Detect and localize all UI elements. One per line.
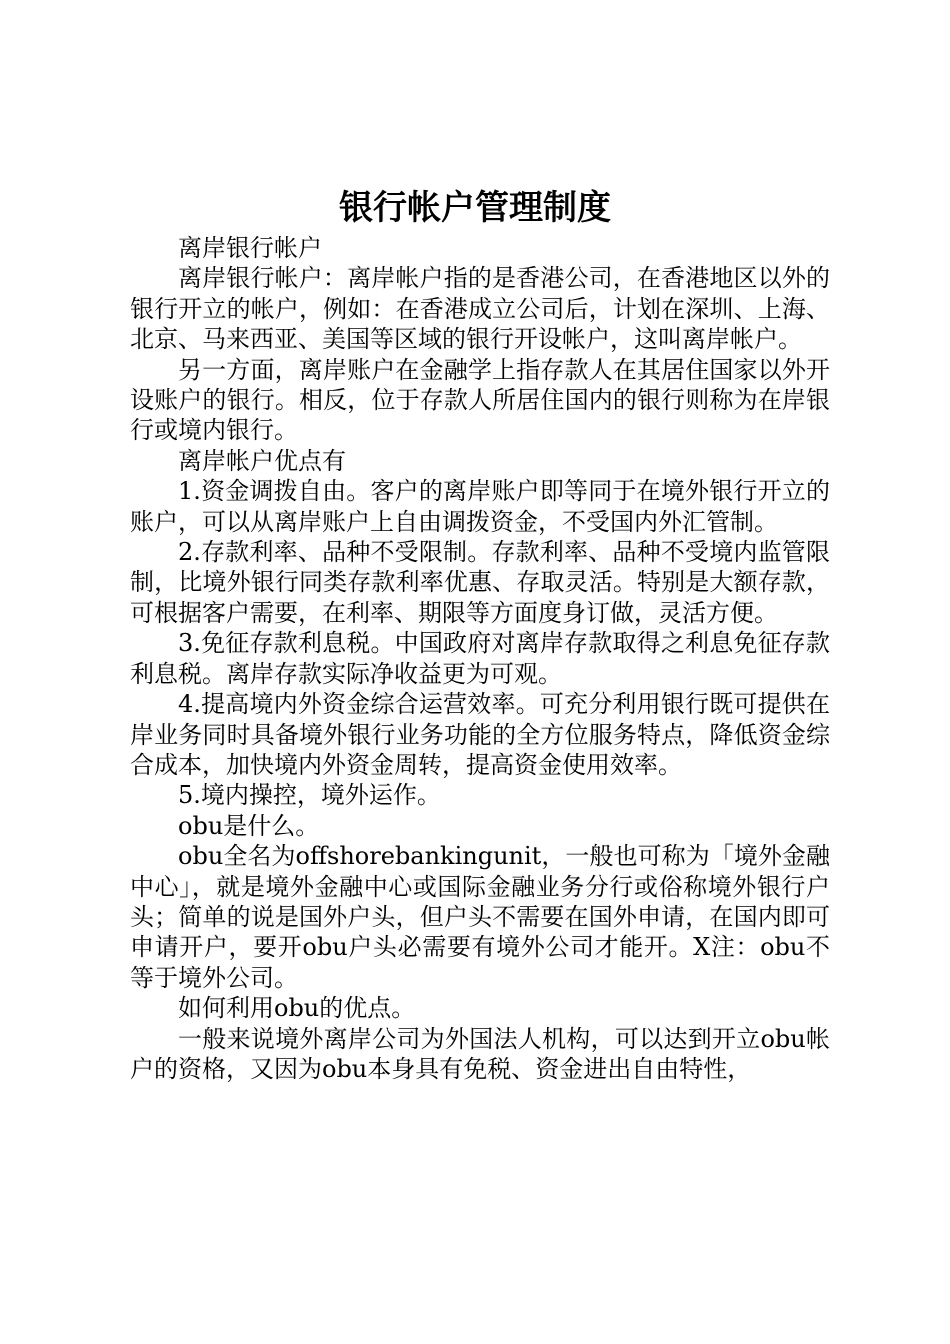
paragraph-advantage-2: 2.存款利率、品种不受限制。存款利率、品种不受境内监管限制，比境外银行同类存款利率优惠、存取灵活。特别是大额存款，可根据客户需要，在利率、期限等方面度身订做，灵活方便。 <box>130 538 830 627</box>
paragraph-advantage-5: 5.境内操控，境外运作。 <box>178 781 441 810</box>
paragraph-advantages-heading: 离岸帐户优点有 <box>178 446 346 475</box>
paragraph-advantage-4: 4.提高境内外资金综合运营效率。可充分利用银行既可提供在岸业务同时具备境外银行业务功能的全方位服务特点，降低资金综合成本，加快境内外资金周转，提高资金使用效率。 <box>130 690 830 779</box>
paragraph-obu-question: obu是什么。 <box>178 811 320 840</box>
document-title: 银行帐户管理制度 <box>339 188 611 228</box>
paragraph-finance-definition: 另一方面，离岸账户在金融学上指存款人在其居住国家以外开设账户的银行。相反，位于存款人所居住国内的银行则称为在岸银行或境内银行。 <box>130 355 830 445</box>
paragraph-advantage-3: 3.免征存款利息税。中国政府对离岸存款取得之利息免征存款利息税。离岸存款实际净收益更为可观。 <box>130 629 830 688</box>
paragraph-heading-offshore-account: 离岸银行帐户 <box>178 234 322 262</box>
paragraph-definition: 离岸银行帐户：离岸帐户指的是香港公司，在香港地区以外的银行开立的帐户，例如：在香港成立公司后，计划在深圳、上海、北京、马来西亚、美国等区域的银行开设帐户，这叫离岸帐户。 <box>130 264 830 354</box>
paragraph-obu-definition: obu全名为offshorebankingunit，一般也可称为「境外金融中心」，就是境外金融中心或国际金融业务分行或俗称境外银行户头；简单的说是国外户头，但户头不需要在国外申请，在国内即可申请开户，要开obu户头必需要有境外公司才能开。X注：obu不等于境外公司。 <box>130 842 830 992</box>
paragraph-obu-usage-heading: 如何利用obu的优点。 <box>178 994 416 1023</box>
document-body <box>130 233 830 1084</box>
paragraph-obu-usage: 一般来说境外离岸公司为外国法人机构，可以达到开立obu帐户的资格，又因为obu本身具有免税、资金进出自由特性， <box>130 1024 830 1083</box>
paragraph-advantage-1: 1.资金调拨自由。客户的离岸账户即等同于在境外银行开立的账户，可以从离岸账户上自由调拨资金，不受国内外汇管制。 <box>130 477 830 536</box>
